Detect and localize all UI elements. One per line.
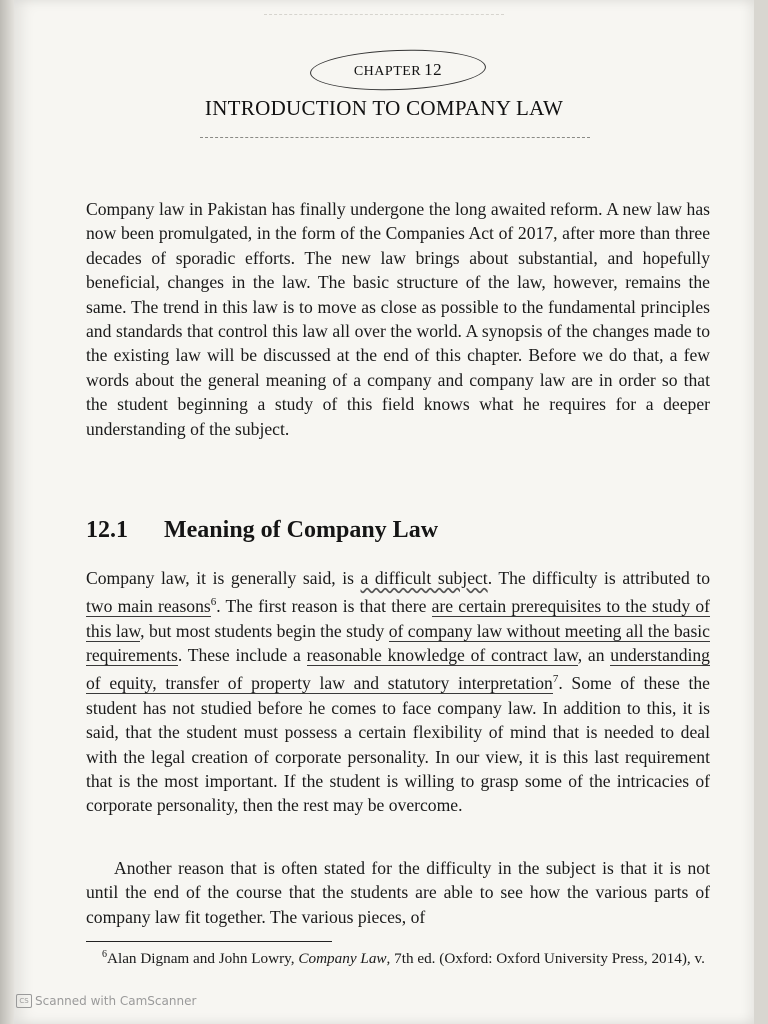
- watermark-text: Scanned with CamScanner: [35, 994, 197, 1008]
- chapter-label: [310, 50, 486, 90]
- book-title: Company Law: [298, 950, 387, 968]
- section-paragraph-2: Another reason that is often stated for the difficulty in the subject is that it is not until the end of the course that the students are able to see how the various parts of company law fit together. The various pieces, of: [86, 858, 710, 927]
- underlined-phrase: reasonable knowledge of contract law: [306, 645, 578, 666]
- page-top-rule: [264, 4, 504, 15]
- chapter-word: CHAPTER 12: [353, 60, 443, 79]
- camscanner-icon: CS: [16, 994, 32, 1008]
- section-heading: [86, 517, 438, 544]
- footnote-ref: 7: [552, 673, 559, 686]
- footnote-marker: 6: [102, 949, 107, 960]
- footnote: $^6$Alan Dignam and John Lowry, Company Law, 7th ed. (Oxford: Oxford University Press, 2014), v.: [102, 949, 705, 968]
- chapter-title: INTRODUCTION TO COMPANY LAW: [204, 96, 564, 120]
- footnote-ref: 6: [210, 596, 217, 609]
- intro-paragraph: Company law in Pakistan has finally undergone the long awaited reform. A new law has now been promulgated, in the form of the Companies Act of 2017, after more than three decades of sporadic efforts. The new law brings about substantial, and hopefully beneficial, changes in the law. The basic structure of the law, however, remains the same. The trend in this law is to move as close as possible to the fundamental principles and standards that control this law all over the world. A synopsis of the changes made to the existing law will be discussed at the end of this chapter. Before we do that, a few words about the general meaning of a company and company law are in order so that the student beginning a study of this field knows what he requires for a deeper understanding of the subject.: [86, 199, 710, 439]
- underlined-phrase: understanding of equity, transfer of property law and statutory interpretation: [86, 645, 710, 694]
- footnote-rule: [86, 941, 332, 942]
- chapter-number: 12: [424, 60, 443, 79]
- section-paragraph-1: Company law, it is generally said, is a difficult subject. The difficulty is attributed to two main reasons$^6$. The first reason is that there are certain prerequisites to the study of this law, but most students begin the study of company law without meeting all the basic requirements. These include a reasonable knowledge of contract law, an understanding of equity, transfer of property law and statutory interpretation$^7$. Some of these the student has not studied before he comes to face company law. In addition to this, it is said, that the student must possess a certain flexibility of mind that is needed to deal with the legal creation of corporate personality. In our view, it is this last requirement that is the most important. If the student is willing to grasp some of the intricacies of corporate personality, then the rest may be overcome.: [86, 568, 711, 816]
- underlined-phrase: are certain prerequisites to the study of this law: [86, 596, 710, 641]
- scanner-watermark: [16, 994, 196, 1008]
- title-underline: [200, 137, 590, 138]
- section-number: 12.1: [86, 517, 128, 543]
- underlined-phrase: two main reasons: [86, 596, 211, 617]
- underlined-phrase: of company law without meeting all the basic requirements: [86, 620, 710, 666]
- underlined-phrase: a difficult subject: [360, 568, 488, 588]
- section-title: Meaning of Company Law: [164, 517, 439, 543]
